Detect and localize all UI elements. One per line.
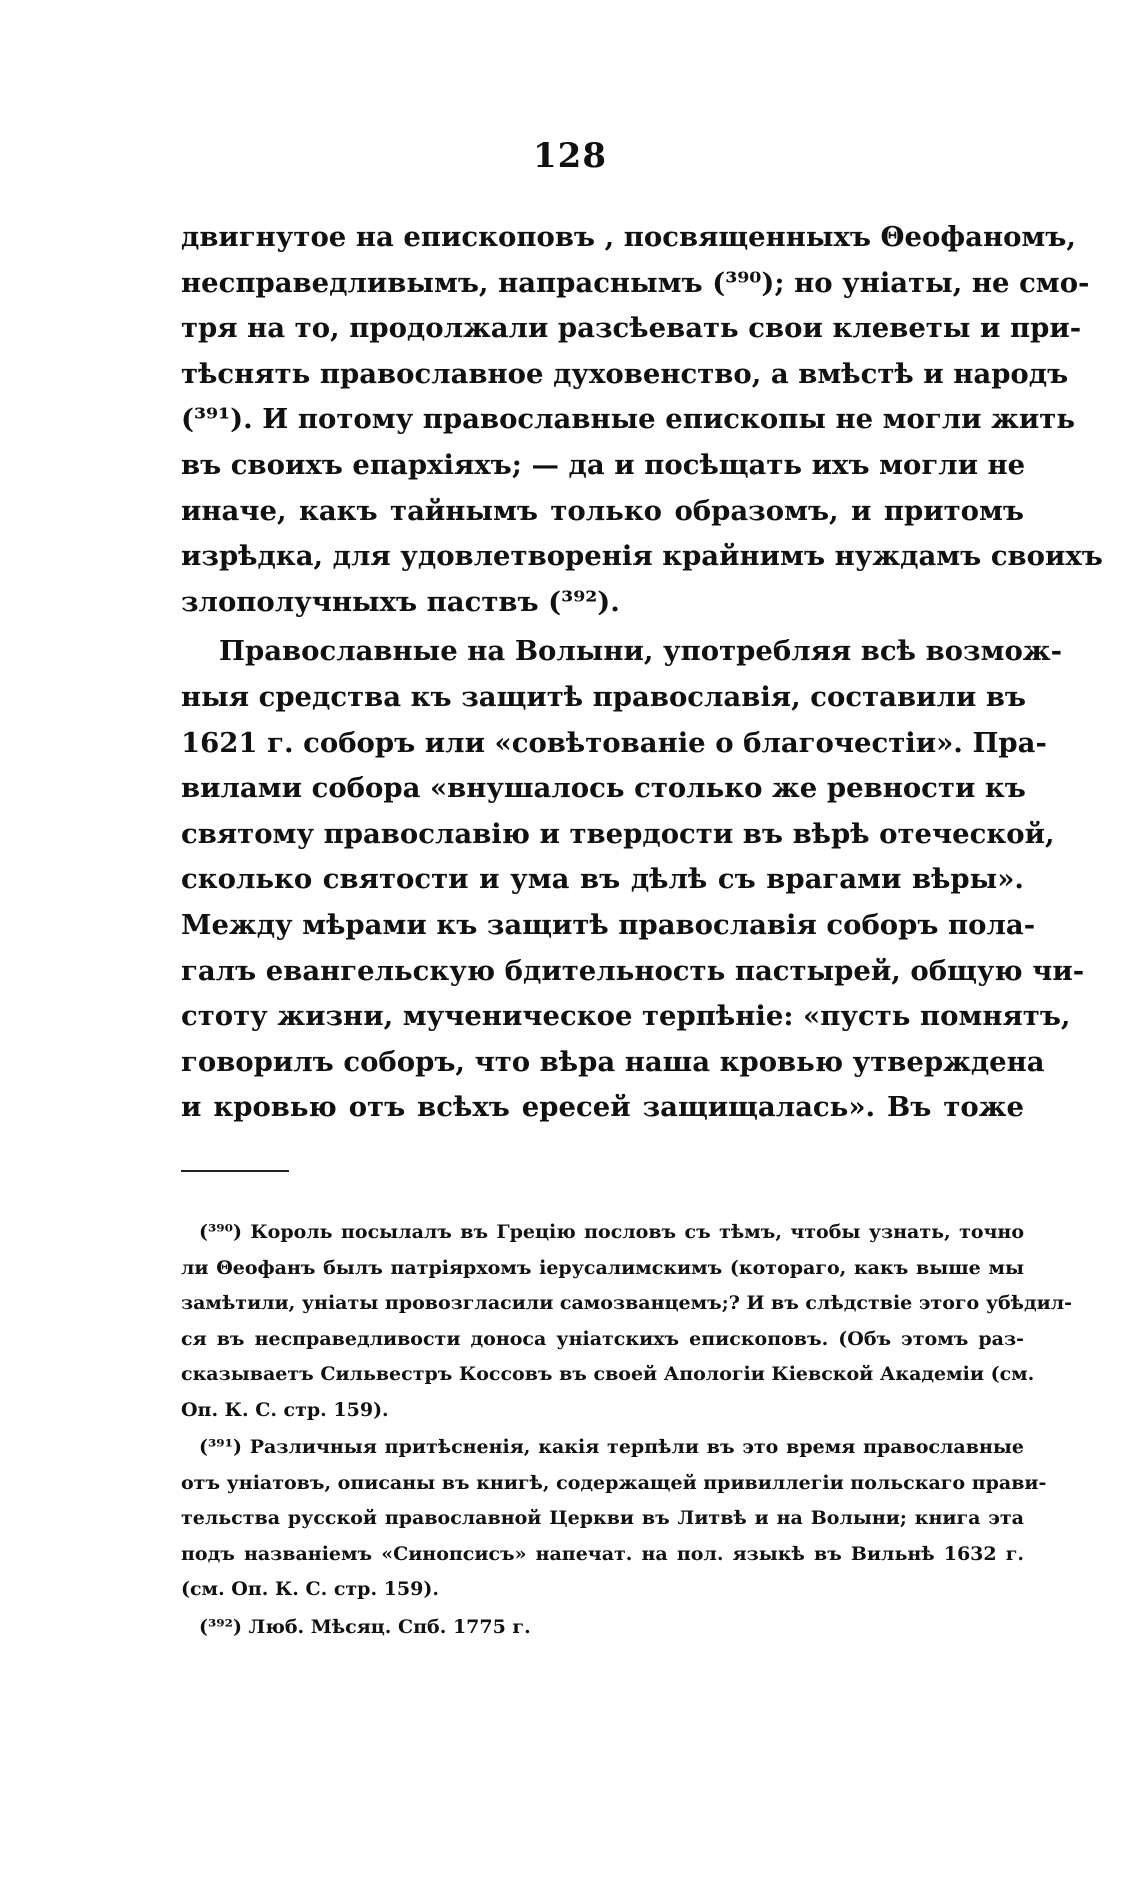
text-line: несправедливымъ, напраснымъ (³⁹⁰); но уніаты, не смо- bbox=[181, 266, 1090, 299]
footnote-line: ли Θеофанъ былъ патріярхомъ іерусалимскимъ (котораго, какъ выше мы bbox=[181, 1256, 1024, 1279]
footnote-line: подъ названіемъ «Синопсисъ» напечат. на пол. языкѣ въ Вильнѣ 1632 г. bbox=[181, 1542, 1024, 1565]
footnote-line: замѣтили, уніаты провозгласили самозванцемъ;? И въ слѣдствіе этого убѣдил- bbox=[181, 1292, 1073, 1314]
text-line: Между мѣрами къ защитѣ православія соборъ пола- bbox=[181, 908, 1036, 941]
text-line: тѣснять православное духовенство, а вмѣстѣ и народъ bbox=[181, 357, 1069, 390]
text-line: вилами собора «внушалось столько же ревности къ bbox=[181, 772, 1026, 805]
main-text bbox=[181, 215, 1103, 1131]
text-line: изрѣдка, для удовлетворенія крайнимъ нуждамъ своихъ bbox=[181, 540, 1103, 573]
footnote-line: (см. Оп. К. С. стр. 159). bbox=[181, 1578, 439, 1600]
footnote-line: (³⁹¹) Различныя притѣсненія, какія терпѣли въ это время православные bbox=[199, 1436, 1024, 1458]
text-line: тря на то, продолжали разсѣевать свои клеветы и при- bbox=[181, 312, 1082, 345]
text-line: святому православію и твердости въ вѣрѣ отеческой, bbox=[181, 817, 1055, 850]
footnote-line: отъ уніатовъ, описаны въ книгѣ, содержащей привиллегіи польскаго прави- bbox=[181, 1471, 1047, 1494]
text-line: и кровью отъ всѣхъ ересей защищалась». Въ тоже bbox=[181, 1091, 1024, 1124]
text-line: двигнутое на епископовъ , посвященныхъ Θеофаномъ, bbox=[181, 221, 1076, 253]
text-line: въ своихъ епархіяхъ; — да и посѣщать ихъ могли не bbox=[181, 448, 1026, 481]
footnote-line: Оп. К. С. стр. 159). bbox=[181, 1398, 389, 1421]
text-line: ныя средства къ защитѣ православія, составили въ bbox=[181, 680, 1027, 713]
footnote-line: тельства русской православной Церкви въ Литвѣ и на Волыни; книга эта bbox=[181, 1507, 1024, 1529]
text-line: галъ евангельскую бдительность пастырей, общую чи- bbox=[181, 954, 1085, 987]
footnote-line: ся въ несправедливости доноса уніатскихъ епископовъ. (Объ этомъ раз- bbox=[181, 1327, 1024, 1350]
page-number: 128 bbox=[533, 136, 607, 176]
footnote-line: (³⁹⁰) Король посылалъ въ Грецію пословъ съ тѣмъ, чтобы узнать, точно bbox=[199, 1221, 1024, 1243]
footnote-line: (³⁹²) Люб. Мѣсяц. Спб. 1775 г. bbox=[199, 1615, 531, 1638]
footnote-separator bbox=[181, 1170, 289, 1172]
text-line: иначе, какъ тайнымъ только образомъ, и притомъ bbox=[181, 494, 1024, 527]
text-line: 1621 г. соборъ или «совѣтованіе о благочестіи». Пра- bbox=[181, 726, 1047, 759]
footnotes bbox=[181, 1215, 1073, 1645]
text-line: говорилъ соборъ, что вѣра наша кровью утверждена bbox=[181, 1045, 1045, 1078]
text-line: Православные на Волыни, употребляя всѣ возмож- bbox=[219, 635, 1062, 668]
footnote-line: сказываетъ Сильвестръ Коссовъ въ своей Апологіи Кіевской Академіи (см. bbox=[181, 1363, 1035, 1385]
text-line: (³⁹¹). И потому православные епископы не могли жить bbox=[181, 403, 1075, 436]
text-line: злополучныхъ паствъ (³⁹²). bbox=[181, 585, 620, 618]
text-line: сколько святости и ума въ дѣлѣ съ врагами вѣры». bbox=[181, 863, 1024, 896]
text-line: стоту жизни, мученическое терпѣніе: «пусть помнятъ, bbox=[181, 1000, 1071, 1033]
